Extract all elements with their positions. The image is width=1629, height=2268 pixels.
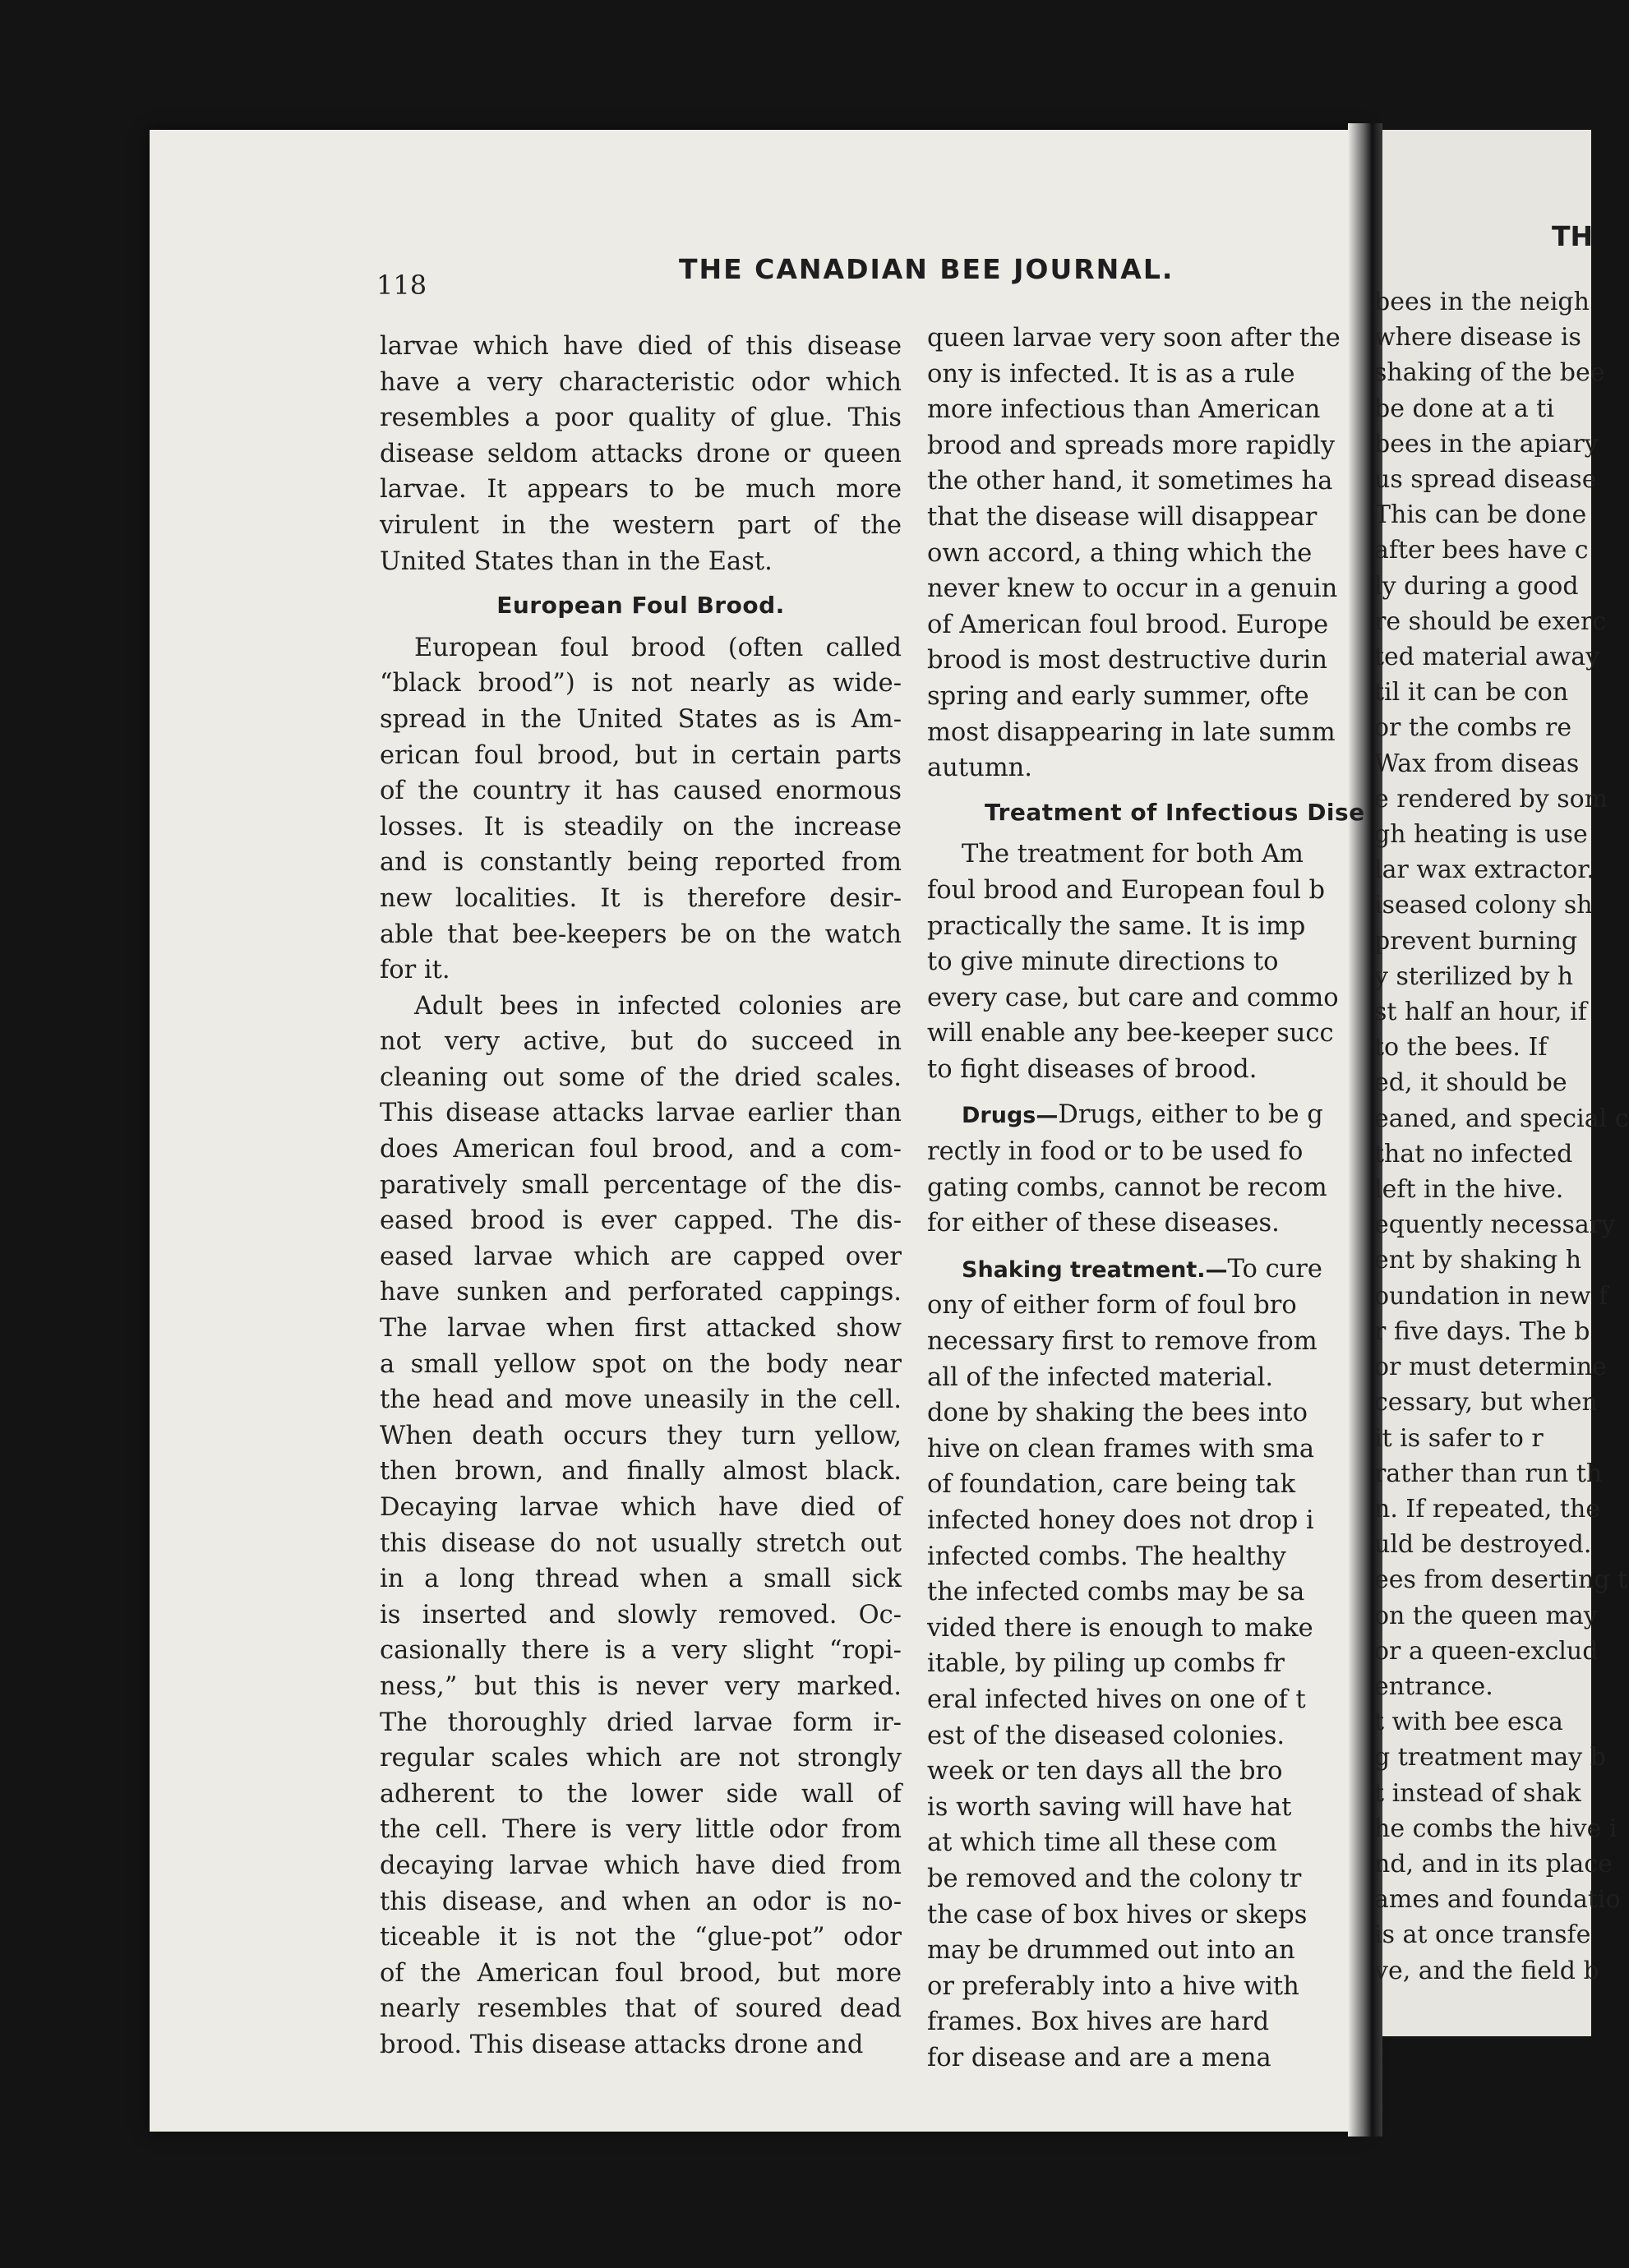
drugs-lead-in: Drugs— xyxy=(962,1103,1059,1129)
page-number: 118 xyxy=(376,270,427,301)
text-line: ve, and the field b xyxy=(1374,1956,1599,1985)
text-line: ony of either form of foul bro xyxy=(927,1291,1297,1321)
text-line: re should be exerc xyxy=(1374,606,1607,636)
text-line: have sunken and perforated cappings. xyxy=(380,1278,902,1307)
text-line: vided there is enough to make xyxy=(927,1613,1313,1643)
text-line: eased larvae which are capped over xyxy=(380,1242,902,1271)
text-line: ent by shaking h xyxy=(1374,1246,1582,1275)
text-line: oundation in new f xyxy=(1374,1281,1608,1311)
text-line: in a long thread when a small sick xyxy=(380,1565,902,1594)
text-line: st half an hour, if xyxy=(1374,998,1587,1027)
paragraph-treatment xyxy=(927,837,1354,1087)
column-1 xyxy=(380,329,902,2063)
text-line: ly during a good xyxy=(1374,571,1579,601)
text-line: new localities. It is therefore desir- xyxy=(380,883,902,913)
paragraph-odor xyxy=(380,329,902,579)
paragraph-european-foul-brood xyxy=(380,630,902,989)
text-line: g treatment may b xyxy=(1374,1743,1606,1772)
text-line: eral infected hives on one of t xyxy=(927,1685,1306,1714)
text-line: or preferably into a hive with xyxy=(927,1971,1299,2001)
text-line: ames and foundatio xyxy=(1374,1885,1621,1915)
text-line: practically the same. It is imp xyxy=(927,911,1306,941)
paragraph-shaking xyxy=(927,1252,1354,2077)
text-line: ees from deserting t xyxy=(1374,1565,1628,1595)
text-line: brood is most destructive durin xyxy=(927,646,1327,675)
text-line: decaying larvae which have died from xyxy=(380,1851,902,1880)
text-line: or must determine xyxy=(1374,1353,1607,1382)
text-line: itable, by piling up combs fr xyxy=(927,1649,1285,1679)
text-line: hive on clean frames with sma xyxy=(927,1434,1315,1464)
text-line: eased brood is ever capped. The dis- xyxy=(380,1206,902,1236)
text-line: for it. xyxy=(380,956,450,985)
text-line: uld be destroyed. xyxy=(1374,1530,1592,1560)
text-line: ness,” but this is never very marked. xyxy=(380,1671,902,1701)
text-line: cleaning out some of the dried scales. xyxy=(380,1063,902,1092)
heading-treatment: Treatment of Infectious Dise xyxy=(985,798,1365,826)
text-line: losses. It is steadily on the increase xyxy=(380,812,902,841)
running-head: THE CANADIAN BEE JOURNAL. xyxy=(679,253,1174,285)
text-line: til it can be con xyxy=(1374,678,1569,708)
text-line: Wax from diseas xyxy=(1374,749,1580,778)
text-line: rectly in food or to be used fo xyxy=(927,1137,1304,1167)
text-line: gating combs, cannot be recom xyxy=(927,1173,1327,1202)
text-line: at which time all these com xyxy=(927,1828,1277,1858)
text-line: t instead of shak xyxy=(1374,1778,1581,1808)
text-line: may be drummed out into an xyxy=(927,1936,1295,1966)
text-line: When death occurs they turn yellow, xyxy=(380,1421,902,1450)
text-line: that the disease will disappear xyxy=(927,502,1318,532)
text-line: week or ten days all the bro xyxy=(927,1757,1283,1786)
paragraph-adult-bees xyxy=(380,989,902,2063)
text-line: Decaying larvae which have died of xyxy=(380,1493,902,1522)
text-line: then brown, and finally almost black. xyxy=(380,1457,902,1487)
text-line: y sterilized by h xyxy=(1374,961,1574,991)
text-line: nearly resembles that of soured dead xyxy=(380,1994,902,2024)
text-line: queen larvae very soon after the xyxy=(927,324,1341,353)
text-line: e rendered by som xyxy=(1374,784,1608,814)
text-line: to fight diseases of brood. xyxy=(927,1054,1258,1084)
heading-european-foul-brood: European Foul Brood. xyxy=(496,592,785,620)
text-line: infected combs. The healthy xyxy=(927,1542,1286,1571)
text-line: iseased colony sh xyxy=(1374,891,1593,920)
right-running-head: TH xyxy=(1552,220,1594,252)
text-line: more infectious than American xyxy=(927,395,1321,425)
text-line: it is safer to r xyxy=(1374,1423,1544,1453)
text-line: ticeable it is not the “glue-pot” odor xyxy=(380,1923,902,1952)
text-line: rather than run th xyxy=(1374,1459,1603,1488)
text-line: casionally there is a very slight “ropi- xyxy=(380,1636,902,1666)
text-line: European foul brood (often called xyxy=(414,633,902,662)
text-line: frames. Box hives are hard xyxy=(927,2008,1270,2037)
paragraph-drugs xyxy=(927,1097,1354,1241)
text-line: larvae which have died of this disease xyxy=(380,332,902,361)
text-line: done by shaking the bees into xyxy=(927,1399,1308,1428)
text-line: autumn. xyxy=(927,754,1032,783)
text-line: not very active, but do succeed in xyxy=(380,1027,902,1057)
text-line: of foundation, care being tak xyxy=(927,1470,1296,1500)
column-3 xyxy=(1374,284,1629,1989)
text-line: spread in the United States as is Am- xyxy=(380,704,902,734)
text-line: n. If repeated, the xyxy=(1374,1494,1601,1524)
text-line: to give minute directions to xyxy=(927,947,1279,977)
text-line: t with bee esca xyxy=(1374,1708,1563,1737)
text-line: this disease do not usually stretch out xyxy=(380,1528,902,1558)
text-line: own accord, a thing which the xyxy=(927,538,1313,568)
text-line: disease seldom attacks drone or queen xyxy=(380,439,902,468)
text-line: The treatment for both Am xyxy=(962,840,1304,869)
text-line: or a queen-exclud xyxy=(1374,1636,1599,1666)
text-line: regular scales which are not strongly xyxy=(380,1744,902,1773)
text-line: Drugs—Drugs, either to be g xyxy=(962,1100,1323,1130)
text-line: the head and move uneasily in the cell. xyxy=(380,1385,902,1415)
text-line: eaned, and special c xyxy=(1374,1104,1629,1133)
text-line: this disease, and when an odor is no- xyxy=(380,1887,902,1916)
text-line: shaking of the bee xyxy=(1374,358,1605,388)
text-line: the other hand, it sometimes ha xyxy=(927,467,1333,496)
text-line: the infected combs may be sa xyxy=(927,1578,1305,1607)
text-line: gh heating is use xyxy=(1374,820,1588,850)
text-line: United States than in the East. xyxy=(380,546,773,576)
text-line: larvae. It appears to be much more xyxy=(380,475,902,505)
text-line: never knew to occur in a genuin xyxy=(927,574,1338,604)
text-line: on the queen may xyxy=(1374,1601,1598,1630)
text-line: This disease attacks larvae earlier than xyxy=(380,1099,902,1128)
text-line: nd, and in its place xyxy=(1374,1849,1613,1878)
text-line: cessary, but when xyxy=(1374,1388,1598,1418)
text-line: Adult bees in infected colonies are xyxy=(414,991,902,1021)
text-line: necessary first to remove from xyxy=(927,1327,1318,1357)
text-line: of the country it has caused enormous xyxy=(380,777,902,806)
text-line: us spread disease xyxy=(1374,465,1597,495)
text-line: does American foul brood, and a com- xyxy=(380,1135,902,1164)
text-line: be removed and the colony tr xyxy=(927,1864,1302,1893)
text-line: The larvae when first attacked show xyxy=(380,1314,902,1344)
text-line: This can be done xyxy=(1374,500,1587,530)
text-line: every case, but care and commo xyxy=(927,983,1339,1012)
text-line: for either of these diseases. xyxy=(927,1209,1280,1238)
text-line: and is constantly being reported from xyxy=(380,848,902,878)
text-line: be done at a ti xyxy=(1374,394,1554,423)
text-line: where disease is xyxy=(1374,323,1581,353)
text-line: or the combs re xyxy=(1374,713,1572,743)
text-line: of American foul brood. Europe xyxy=(927,610,1329,639)
text-line: bees in the apiary xyxy=(1374,429,1599,459)
text-line: paratively small percentage of the dis- xyxy=(380,1170,902,1200)
text-line: the case of box hives or skeps xyxy=(927,1900,1308,1929)
text-line: ony is infected. It is as a rule xyxy=(927,359,1295,389)
text-line: will enable any bee-keeper succ xyxy=(927,1019,1334,1049)
text-line: after bees have c xyxy=(1374,536,1589,565)
text-line: is at once transfe xyxy=(1374,1920,1591,1950)
text-line: Shaking treatment.—To cure xyxy=(962,1254,1322,1284)
text-line: left in the hive. xyxy=(1374,1175,1564,1205)
text-line: of the American foul brood, but more xyxy=(380,1958,902,1988)
text-line: prevent burning xyxy=(1374,926,1578,956)
text-line: a small yellow spot on the body near xyxy=(380,1349,902,1379)
text-line: entrance. xyxy=(1374,1671,1493,1701)
text-line: that no infected xyxy=(1374,1139,1573,1169)
text-line: lar wax extractor. xyxy=(1374,855,1594,885)
text-line: equently necessary xyxy=(1374,1210,1616,1240)
text-line: the cell. There is very little odor from xyxy=(380,1815,902,1845)
text-line: r five days. The b xyxy=(1374,1316,1590,1346)
text-line: foul brood and European foul b xyxy=(927,875,1326,905)
text-line: bees in the neigh xyxy=(1374,288,1590,316)
paragraph-queen-larvae xyxy=(927,320,1354,786)
text-line: have a very characteristic odor which xyxy=(380,367,902,397)
text-line: infected honey does not drop i xyxy=(927,1506,1314,1535)
text-line: is inserted and slowly removed. Oc- xyxy=(380,1600,902,1630)
text-line: resembles a poor quality of glue. This xyxy=(380,403,902,433)
shaking-lead-in: Shaking treatment.— xyxy=(962,1256,1228,1283)
text-line: ed, it should be xyxy=(1374,1068,1567,1098)
column-2 xyxy=(927,320,1365,2077)
text-line: spring and early summer, ofte xyxy=(927,681,1309,711)
text-line: brood. This disease attacks drone and xyxy=(380,2030,864,2059)
text-line: all of the infected material. xyxy=(927,1362,1274,1392)
text-line: ted material away xyxy=(1374,643,1600,672)
text-line: The thoroughly dried larvae form ir- xyxy=(380,1708,902,1737)
text-line: is worth saving will have hat xyxy=(927,1792,1292,1822)
text-line: able that bee-keepers be on the watch xyxy=(380,920,902,949)
text-line: brood and spreads more rapidly xyxy=(927,431,1336,460)
text-line: most disappearing in late summ xyxy=(927,717,1336,747)
text-line: virulent in the western part of the xyxy=(380,510,902,540)
text-line: he combs the hive i xyxy=(1374,1814,1617,1843)
text-line: to the bees. If xyxy=(1374,1033,1548,1063)
text-line: adherent to the lower side wall of xyxy=(380,1779,902,1809)
text-line: est of the diseased colonies. xyxy=(927,1721,1285,1750)
text-line: for disease and are a mena xyxy=(927,2043,1271,2072)
text-line: erican foul brood, but in certain parts xyxy=(380,740,902,770)
text-line: “black brood”) is not nearly as wide- xyxy=(380,669,902,698)
